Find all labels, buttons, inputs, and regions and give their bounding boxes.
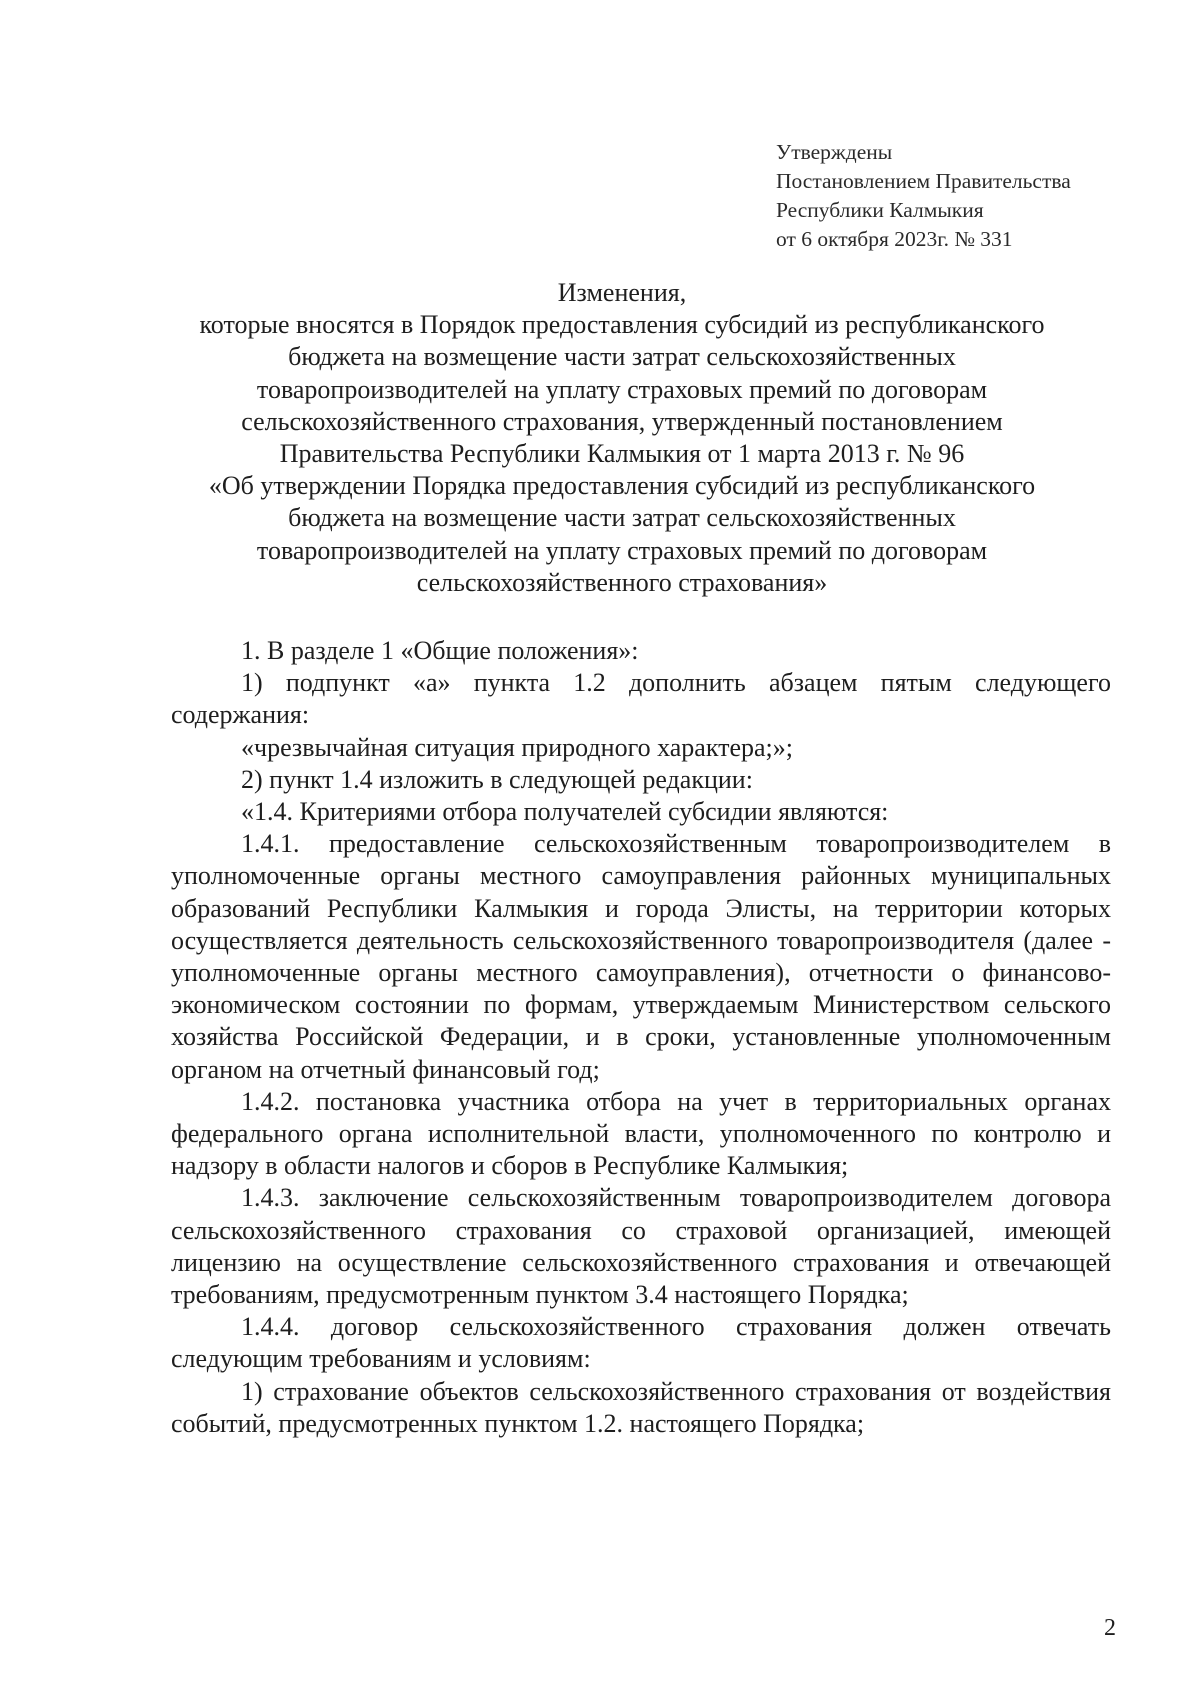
paragraph-clause-1-4-3: 1.4.3. заключение сельскохозяйственным товаропроизводителем договора сельскохозяйственного страхования со страховой организацией, имеющей лицензию на осуществление сельскохозяйственного страхования и отвечающей требованиям, предусмотренным пунктом 3.4 настоящего Порядка; bbox=[171, 1183, 1111, 1310]
paragraph-clause-1-4-2: 1.4.2. постановка участника отбора на учет в территориальных органах федерального органа исполнительной власти, уполномоченного по контролю и надзору в области налогов и сборов в Республике Калмыкия; bbox=[171, 1086, 1111, 1181]
document-heading bbox=[160, 277, 1084, 599]
paragraph-item-2: 2) пункт 1.4 изложить в следующей редакции: bbox=[241, 764, 753, 794]
heading-line: «Об утверждении Порядка предоставления субсидий из республиканского bbox=[208, 471, 1036, 501]
approval-line: Постановлением Правительства bbox=[776, 169, 1071, 193]
approval-line: Республики Калмыкия bbox=[776, 198, 984, 222]
document-body bbox=[171, 635, 1111, 1440]
approval-stamp-block bbox=[776, 138, 1071, 254]
heading-line: сельскохозяйственного страхования, утвержденный постановлением bbox=[241, 406, 1003, 436]
heading-line: бюджета на возмещение части затрат сельскохозяйственных bbox=[288, 342, 956, 372]
heading-line: товаропроизводителей на уплату страховых премий по договорам bbox=[256, 535, 988, 565]
page-number: 2 bbox=[1104, 1615, 1116, 1641]
paragraph-clause-1-4-1: 1.4.1. предоставление сельскохозяйственным товаропроизводителем в уполномоченные органы местного самоуправления районных муниципальных образований Республики Калмыкия и города Элисты, на территории которых осуществляется деятельность сельскохозяйственного товаропроизводителя (далее - уполномоченные органы местного самоуправления), отчетности о финансово-экономическом состоянии по формам, утверждаемым Министерством сельского хозяйства Российской Федерации, и в сроки, установленные уполномоченным органом на отчетный финансовый год; bbox=[171, 829, 1111, 1084]
paragraph-item-1: 1) подпункт «а» пункта 1.2 дополнить абзацем пятым следующего содержания: bbox=[171, 668, 1111, 730]
paragraph-quote-emergency: «чрезвычайная ситуация природного характера;»; bbox=[241, 732, 794, 762]
paragraph-subitem-1: 1) страхование объектов сельскохозяйственного страхования от воздействия событий, предусмотренных пунктом 1.2. настоящего Порядка; bbox=[171, 1376, 1111, 1438]
approval-line: Утверждены bbox=[776, 140, 893, 164]
paragraph-section-1: 1. В разделе 1 «Общие положения»: bbox=[241, 636, 639, 665]
heading-line: Правительства Республики Калмыкия от 1 марта 2013 г. № 96 bbox=[279, 439, 965, 469]
heading-line: сельскохозяйственного страхования» bbox=[416, 567, 828, 597]
paragraph-clause-1-4-4: 1.4.4. договор сельскохозяйственного страхования должен отвечать следующим требованиям и условиям: bbox=[171, 1312, 1111, 1374]
heading-line: товаропроизводителей на уплату страховых премий по договорам bbox=[256, 374, 988, 404]
heading-line: бюджета на возмещение части затрат сельскохозяйственных bbox=[288, 503, 956, 533]
heading-line: которые вносятся в Порядок предоставления субсидий из республиканского bbox=[199, 310, 1045, 340]
approval-line: от 6 октября 2023г. № 331 bbox=[776, 227, 1013, 251]
paragraph-clause-1-4: «1.4. Критериями отбора получателей субсидии являются: bbox=[241, 797, 889, 827]
heading-line: Изменения, bbox=[557, 278, 687, 307]
